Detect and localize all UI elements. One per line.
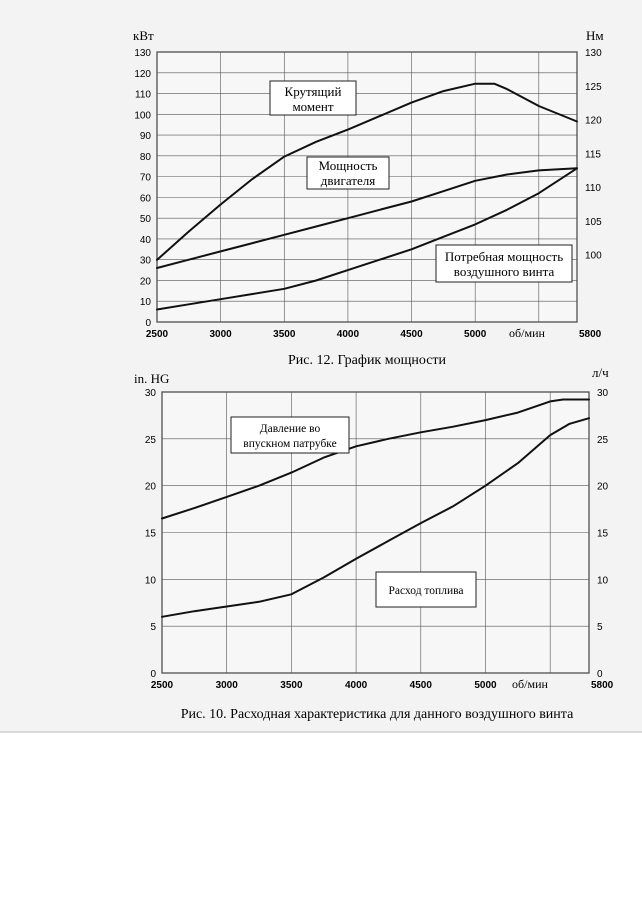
y-right-unit: Нм <box>586 28 604 43</box>
y-left-tick-label: 60 <box>139 193 151 205</box>
y-left-tick-label: 80 <box>139 151 151 163</box>
y-left-tick-label: 5 <box>150 622 156 634</box>
consumption-chart <box>134 365 614 722</box>
x-unit: об/мин <box>509 326 545 340</box>
y-left-tick-label: 0 <box>150 669 156 680</box>
y-right-tick-label: 100 <box>585 250 602 262</box>
y-right-tick-label: 30 <box>597 388 609 399</box>
y-left-tick-label: 20 <box>139 276 151 288</box>
series-label-text: воздушного винта <box>453 264 555 279</box>
y-right-tick-label: 0 <box>597 669 603 680</box>
x-tick-label: 4500 <box>400 329 423 340</box>
y-left-tick-label: 0 <box>145 318 151 329</box>
y-left-tick-label: 25 <box>144 434 156 446</box>
series-label-text: Крутящий <box>284 84 342 99</box>
x-tick-label: 5800 <box>579 329 602 340</box>
y-right-tick-label: 105 <box>585 216 602 228</box>
series-label-text: двигателя <box>320 173 376 188</box>
y-left-tick-label: 40 <box>139 234 151 246</box>
series-label-text: впускном патрубке <box>243 438 337 450</box>
series-label-text: Мощность <box>318 158 378 173</box>
x-tick-label: 5800 <box>591 680 614 691</box>
x-tick-label: 4500 <box>409 680 432 691</box>
x-tick-label: 5000 <box>474 680 497 691</box>
y-right-tick-label: 125 <box>585 81 602 93</box>
series-label-text: Давление во <box>259 423 321 435</box>
series-label-text: момент <box>292 99 334 114</box>
series-label-text: Потребная мощность <box>444 249 564 264</box>
y-left-unit: кВт <box>133 28 154 43</box>
y-right-tick-label: 110 <box>585 183 601 194</box>
chart-caption: Рис. 10. Расходная характеристика для данного воздушного винта <box>180 707 574 722</box>
x-tick-label: 5000 <box>464 329 487 340</box>
y-right-unit: л/ч <box>592 365 609 380</box>
y-right-tick-label: 10 <box>597 575 609 587</box>
y-right-tick-label: 130 <box>585 48 602 59</box>
y-right-tick-label: 115 <box>585 149 601 161</box>
y-left-tick-label: 120 <box>134 68 151 80</box>
y-left-tick-label: 130 <box>134 48 151 59</box>
x-tick-label: 3500 <box>273 329 296 340</box>
y-left-tick-label: 90 <box>139 131 151 143</box>
y-left-tick-label: 10 <box>139 297 151 309</box>
y-right-tick-label: 20 <box>597 481 609 493</box>
y-left-unit: in. HG <box>134 371 170 386</box>
y-right-tick-label: 120 <box>585 115 602 127</box>
x-tick-label: 2500 <box>150 680 174 691</box>
y-left-tick-label: 30 <box>144 388 156 399</box>
y-right-tick-label: 5 <box>597 622 603 634</box>
chart-caption: Рис. 12. График мощности <box>287 353 447 368</box>
y-left-tick-label: 20 <box>144 481 156 493</box>
x-tick-label: 2500 <box>145 329 169 340</box>
x-tick-label: 4000 <box>344 680 368 691</box>
y-right-tick-label: 15 <box>597 528 609 540</box>
x-tick-label: 3500 <box>280 680 303 691</box>
x-unit: об/мин <box>512 677 548 691</box>
y-left-tick-label: 110 <box>135 89 151 101</box>
x-tick-label: 3000 <box>209 329 232 340</box>
y-left-tick-label: 50 <box>139 214 151 226</box>
y-left-tick-label: 10 <box>144 575 156 587</box>
x-tick-label: 3000 <box>215 680 238 691</box>
x-tick-label: 4000 <box>336 329 360 340</box>
y-left-tick-label: 100 <box>134 110 151 122</box>
series-label-text: Расход топлива <box>388 585 464 597</box>
y-right-tick-label: 25 <box>597 434 609 446</box>
y-left-tick-label: 15 <box>144 528 156 540</box>
y-left-tick-label: 30 <box>139 255 151 267</box>
power-chart <box>133 28 604 368</box>
y-left-tick-label: 70 <box>139 172 151 184</box>
